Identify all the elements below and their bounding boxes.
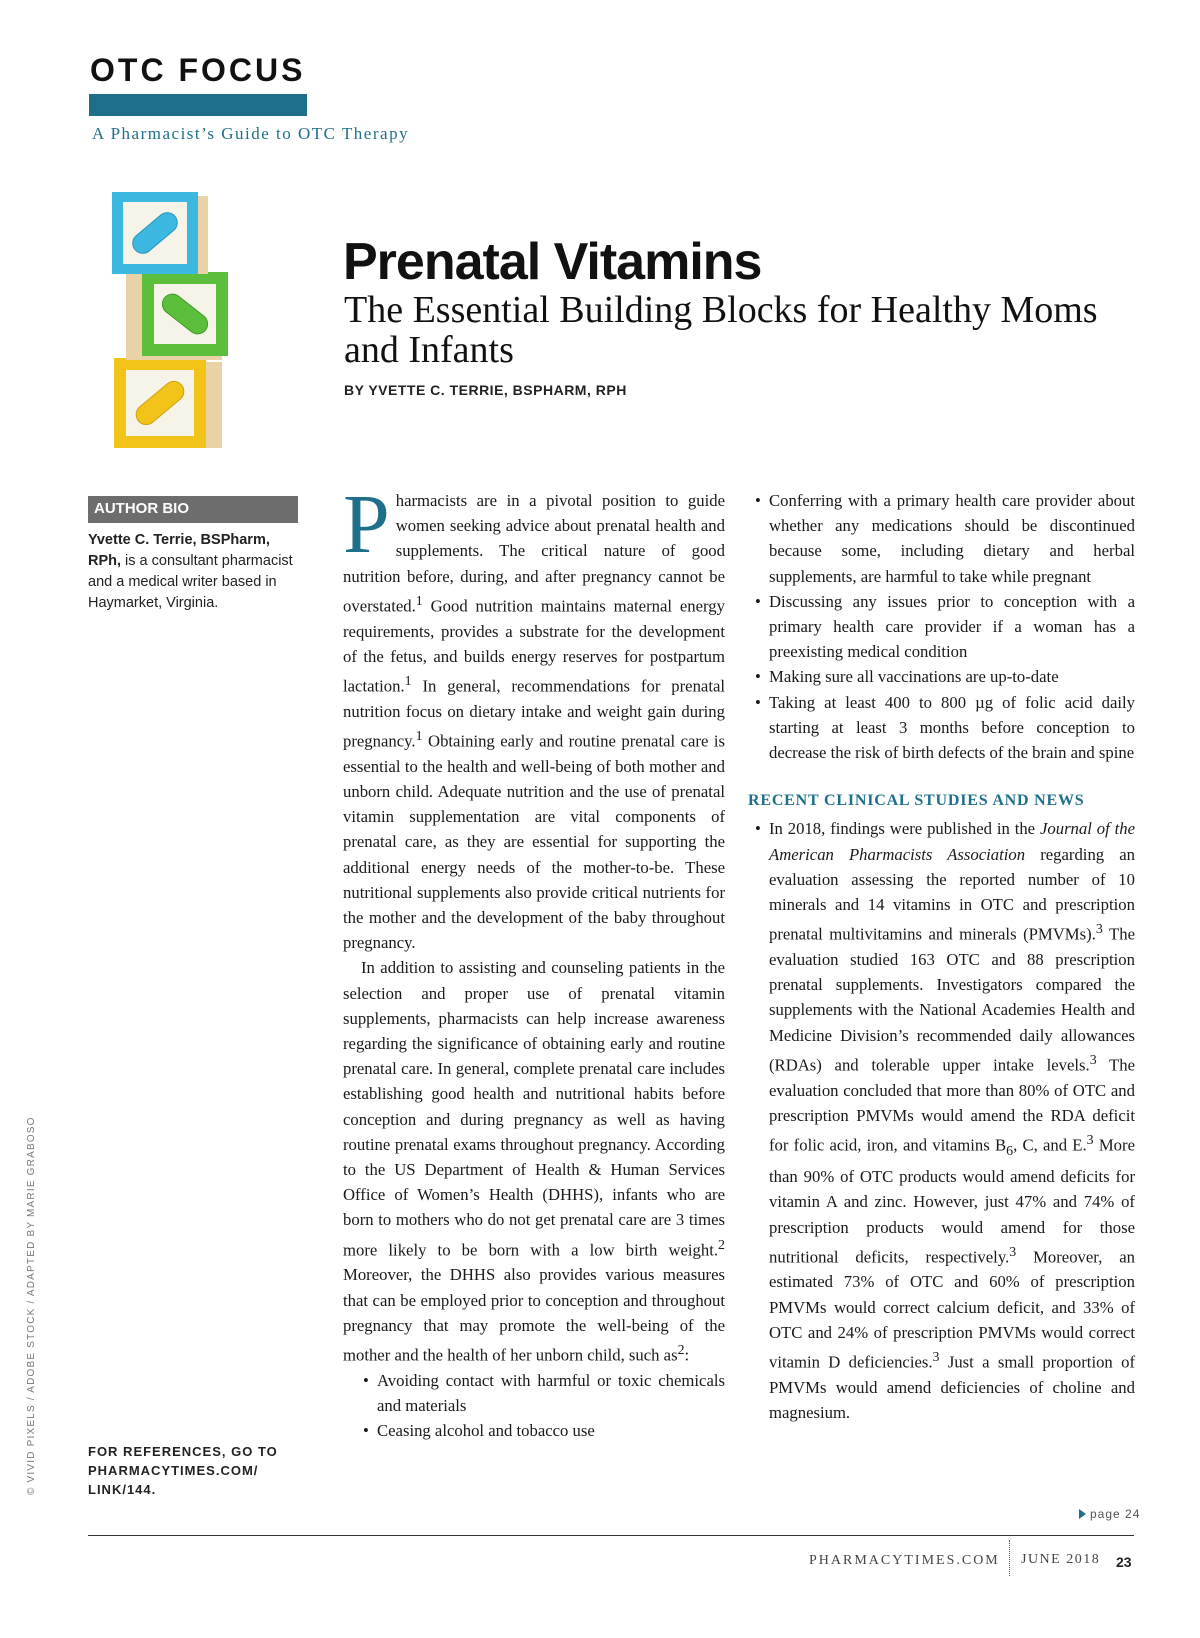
news-heading: RECENT CLINICAL STUDIES AND NEWS	[748, 792, 1085, 810]
list-item: • Avoiding contact with harmful or toxic chemicals and materials	[343, 1368, 725, 1418]
paragraph-1	[343, 478, 725, 955]
references-line: FOR REFERENCES, GO TO	[88, 1444, 278, 1459]
list-item: • Taking at least 400 to 800 µg of folic acid daily starting at least 3 months before conception to decrease the risk of birth defects of the brain and spine	[751, 690, 1135, 766]
citation: 1	[415, 593, 423, 609]
journal-name: Journal of the American Pharmacists Association	[769, 819, 1136, 864]
section-title-bar	[89, 94, 307, 116]
page-number: 23	[1116, 1554, 1132, 1570]
references-note	[88, 1442, 298, 1499]
citation: 3	[1095, 922, 1103, 938]
paragraph-2	[343, 955, 725, 1367]
author-bio-header-label: AUTHOR BIO	[94, 500, 189, 517]
citation: 3	[1009, 1244, 1017, 1260]
author-bio	[88, 530, 302, 614]
toy-blocks-image	[112, 192, 242, 452]
citation: 1	[404, 673, 412, 689]
citation: 1	[415, 728, 423, 744]
citation: 3	[1086, 1133, 1094, 1148]
references-link[interactable]: PHARMACYTIMES.COM/	[88, 1463, 259, 1478]
list-item: • Ceasing alcohol and tobacco use	[343, 1418, 725, 1443]
continued-page-label: page 24	[1090, 1507, 1141, 1521]
byline: BY YVETTE C. TERRIE, BSPHARM, RPH	[344, 382, 627, 398]
text: Moreover, the DHHS also provides various measures that can be employed prior to conception and throughout pregnancy that may promote the well-being of the mother and the health of her unborn child, such as	[343, 1265, 725, 1365]
text: , C, and E.	[1013, 1135, 1087, 1155]
text: The evaluation concluded that more than 80% of OTC and prescription PMVMs would amend the RDA deficit for folic acid, iron, and vitamins B	[769, 1055, 1135, 1155]
citation: 2	[677, 1342, 685, 1358]
photo-credit: © VIVID PIXELS / ADOBE STOCK / ADAPTED BY MARIE GRABOSO	[26, 1116, 37, 1495]
citation: 3	[932, 1350, 940, 1366]
text: Obtaining early and routine prenatal care is essential to the health and well-being of both mother and unborn child. Adequate nutrition and the use of prenatal vitamin supplementation are vital components of prenatal care, as they are essential for supporting the additional energy needs of the mother-to-be. These nutritional supplements also provide critical nutrients for the mother and the development of the baby throughout pregnancy.	[343, 731, 725, 953]
footer-date: JUNE 2018	[1021, 1552, 1101, 1567]
section-tagline: A Pharmacist’s Guide to OTC Therapy	[92, 124, 410, 143]
text: :	[684, 1345, 690, 1365]
author-bio-text: is a consultant pharmacist and a medical writer based in Haymarket, Virginia.	[88, 553, 293, 611]
list-item: • Conferring with a primary health care provider about whether any medications should be discontinued because some, including dietary and herbal supplements, are harmful to take while pregnant	[751, 488, 1135, 589]
text: Just a small proportion of PMVMs would amend deficiencies of choline and magnesium.	[769, 1352, 1135, 1423]
drop-cap: P	[343, 478, 390, 571]
article-subtitle: The Essential Building Blocks for Healthy Moms and Infants	[344, 289, 1098, 371]
section-title: OTC FOCUS	[90, 52, 306, 88]
footer-rule	[88, 1535, 1134, 1536]
footer-divider	[1009, 1540, 1010, 1576]
author-name: Yvette C. Terrie, BSPharm, RPh,	[88, 532, 270, 569]
text: regarding an evaluation assessing the reported number of 10 minerals and 14 vitamins in OTC and prescription prenatal multivitamins and minerals (PMVMs).	[769, 844, 1135, 944]
text: Moreover, an estimated 73% of OTC and 60% of prescription PMVMs would correct calcium deficit, and 33% of OTC and 24% of prescription PMVMs would correct vitamin D deficiencies.	[769, 1247, 1135, 1372]
list-item: • Discussing any issues prior to conception with a primary health care provider if a woman has a preexisting medical condition	[751, 589, 1135, 665]
article-title: Prenatal Vitamins	[343, 233, 762, 291]
news-list	[751, 816, 1135, 1425]
measures-list	[343, 1368, 725, 1444]
text: More than 90% of OTC products would amend deficits for vitamin A and zinc. However, just 47% and 74% of prescription products would amend for those nutritional deficits, respectively.	[769, 1135, 1135, 1267]
text: The evaluation studied 163 OTC and 88 prescription prenatal supplements. Investigators compared the supplements with the National Academies Health and Medicine Division’s recommended daily allowances (RDAs) and tolerable upper intake levels.	[769, 924, 1135, 1075]
list-item	[751, 816, 1135, 1425]
text: Good nutrition maintains maternal energy requirements, provides a substrate for the development of the fetus, and builds energy reserves for postpartum lactation.	[343, 596, 725, 696]
citation: 3	[1089, 1052, 1097, 1068]
references-link-end[interactable]: LINK/144.	[88, 1482, 157, 1497]
author-bio-header	[88, 496, 298, 523]
body-column-1	[343, 478, 725, 1443]
text: In addition to assisting and counseling patients in the selection and proper use of prenatal vitamin supplements, pharmacists can help increase awareness regarding the significance of obtaining early and routine prenatal care. In general, complete prenatal care includes establishing good health and nutritional habits before conception and during pregnancy as well as having routine prenatal exams throughout pregnancy. According to the US Department of Health & Human Services Office of Women’s Health (DHHS), infants who are born to mothers who do not get prenatal care are 3 times more likely to be born with a low birth weight.	[343, 958, 725, 1260]
text: harmacists are in a pivotal position to guide women seeking advice about prenatal health and supplements. The critical nature of good nutrition before, during, and after pregnancy cannot be overstated.	[343, 491, 725, 616]
continued-on-link[interactable]	[1079, 1507, 1140, 1521]
measures-list-continued	[751, 488, 1135, 765]
text: In 2018, findings were published in the	[769, 819, 1040, 839]
arrow-right-icon	[1079, 1509, 1086, 1519]
list-item: • Making sure all vaccinations are up-to-date	[751, 664, 1135, 689]
text: In general, recommendations for prenatal nutrition focus on dietary intake and weight gain during pregnancy.	[343, 676, 725, 751]
subscript: 6	[1006, 1143, 1014, 1159]
citation: 2	[718, 1237, 725, 1253]
footer-site: PHARMACYTIMES.COM	[809, 1553, 1000, 1568]
body-column-2	[748, 488, 1136, 1425]
